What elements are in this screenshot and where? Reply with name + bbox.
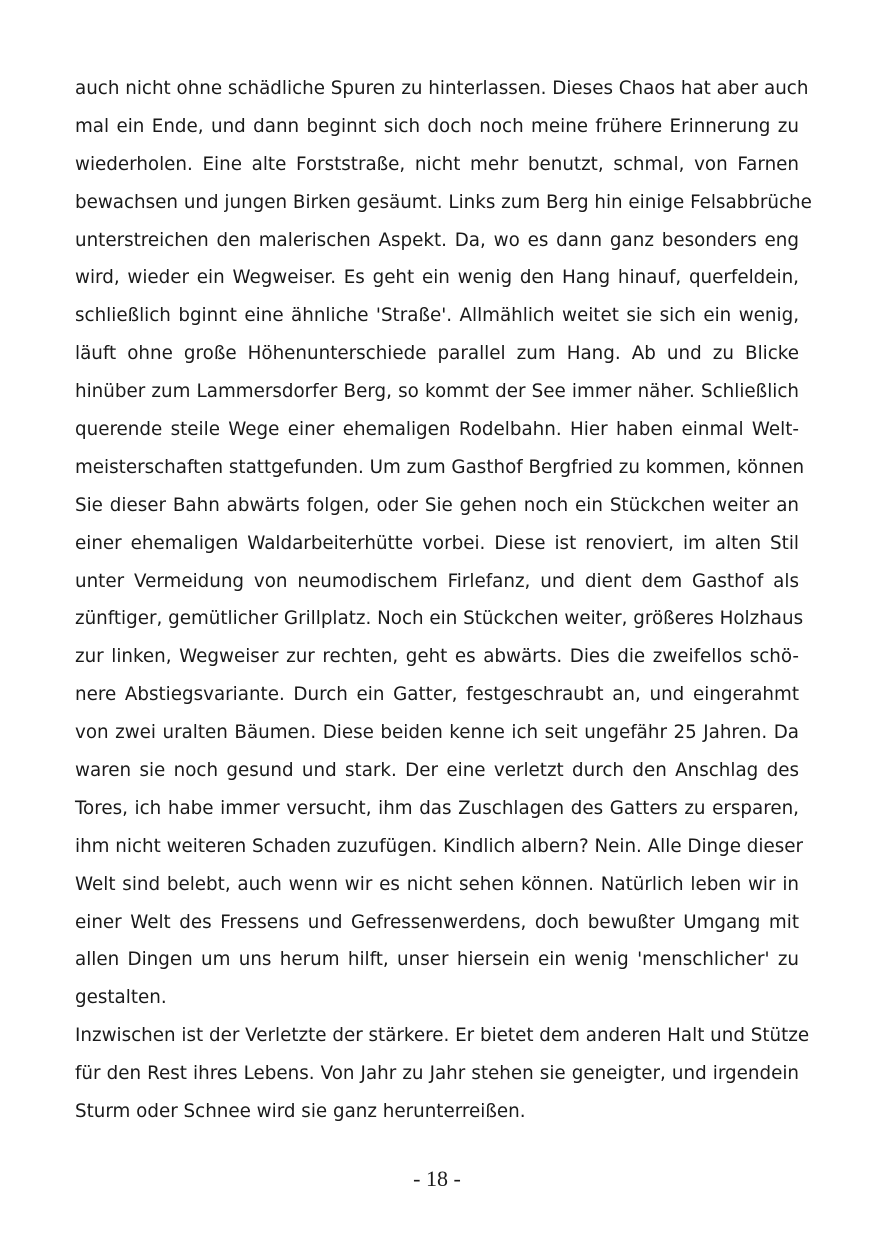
text-line: allen Dingen um uns herum hilft, unser hiersein ein wenig 'menschlicher' zu bbox=[75, 949, 799, 971]
body-text bbox=[75, 70, 812, 1131]
text-line: Welt sind belebt, auch wenn wir es nicht sehen können. Natürlich leben wir in bbox=[75, 873, 799, 895]
text-line: waren sie noch gesund und stark. Der eine verletzt durch den Anschlag des bbox=[75, 760, 799, 782]
text-line: läuft ohne große Höhenunterschiede parallel zum Hang. Ab und zu Blicke bbox=[75, 343, 799, 365]
text-line: bewachsen und jungen Birken gesäumt. Links zum Berg hin einige Felsabbrüche bbox=[75, 191, 812, 213]
text-line: Sie dieser Bahn abwärts folgen, oder Sie gehen noch ein Stückchen weiter an bbox=[75, 494, 799, 516]
text-line: querende steile Wege einer ehemaligen Rodelbahn. Hier haben einmal Welt- bbox=[75, 419, 799, 441]
text-line: meisterschaften stattgefunden. Um zum Gasthof Bergfried zu kommen, können bbox=[75, 456, 805, 478]
text-line: schließlich bginnt eine ähnliche 'Straße'. Allmählich weitet sie sich ein wenig, bbox=[75, 305, 799, 327]
text-line: für den Rest ihres Lebens. Von Jahr zu Jahr stehen sie geneigter, und irgendein bbox=[75, 1063, 799, 1085]
text-line: hinüber zum Lammersdorfer Berg, so kommt der See immer näher. Schließlich bbox=[75, 381, 799, 403]
page-number: - 18 - bbox=[413, 1166, 461, 1191]
text-line: mal ein Ende, und dann beginnt sich doch noch meine frühere Erinnerung zu bbox=[75, 115, 799, 137]
text-line: nere Abstiegsvariante. Durch ein Gatter, festgeschraubt an, und eingerahmt bbox=[75, 684, 799, 706]
text-line: unter Vermeidung von neumodischem Firlefanz, und dient dem Gasthof als bbox=[75, 570, 799, 592]
text-line: zünftiger, gemütlicher Grillplatz. Noch ein Stückchen weiter, größeres Holzhaus bbox=[75, 608, 804, 630]
text-line: zur linken, Wegweiser zur rechten, geht es abwärts. Dies die zweifellos schö- bbox=[75, 646, 799, 668]
text-line: wiederholen. Eine alte Forststraße, nicht mehr benutzt, schmal, von Farnen bbox=[75, 153, 799, 175]
text-line: einer ehemaligen Waldarbeiterhütte vorbei. Diese ist renoviert, im alten Stil bbox=[75, 532, 799, 554]
text-line: auch nicht ohne schädliche Spuren zu hinterlassen. Dieses Chaos hat aber auch bbox=[75, 78, 809, 99]
text-line: einer Welt des Fressens und Gefressenwerdens, doch bewußter Umgang mit bbox=[75, 911, 799, 933]
text-line: Inzwischen ist der Verletzte der stärkere. Er bietet dem anderen Halt und Stütze bbox=[75, 1025, 810, 1047]
text-line: unterstreichen den malerischen Aspekt. Da, wo es dann ganz besonders eng bbox=[75, 229, 799, 251]
text-line: von zwei uralten Bäumen. Diese beiden kenne ich seit ungefähr 25 Jahren. Da bbox=[75, 722, 799, 744]
text-line: ihm nicht weiteren Schaden zuzufügen. Kindlich albern? Nein. Alle Dinge dieser bbox=[75, 835, 804, 857]
text-line: wird, wieder ein Wegweiser. Es geht ein wenig den Hang hinauf, querfeldein, bbox=[75, 267, 799, 289]
text-line: gestalten. bbox=[75, 987, 167, 1009]
text-line: Tores, ich habe immer versucht, ihm das Zuschlagen des Gatters zu ersparen, bbox=[75, 797, 799, 819]
text-line: Sturm oder Schnee wird sie ganz herunterreißen. bbox=[75, 1101, 526, 1123]
